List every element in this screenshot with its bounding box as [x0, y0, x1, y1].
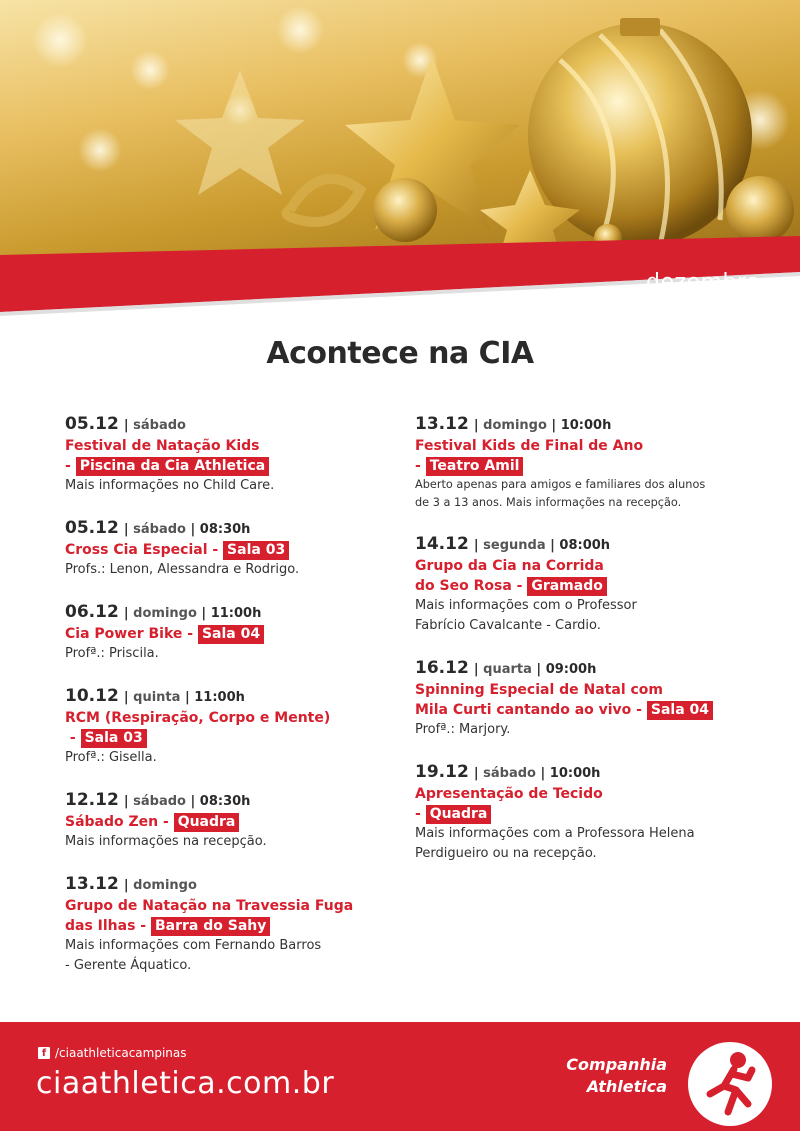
brand-name-line2: Athletica [586, 1077, 667, 1096]
event-title: Grupo de Natação na Travessia Fuga [65, 898, 354, 914]
event-weekday: domingo [483, 418, 547, 433]
separator: | [545, 538, 560, 553]
footer [0, 1022, 800, 1131]
event-description: - Gerente Áquatico. [65, 958, 192, 973]
event-title: Spinning Especial de Natal com [415, 682, 664, 698]
location-prefix: - [415, 458, 426, 474]
event-header [65, 602, 395, 624]
event-header [415, 534, 745, 556]
location-badge: Sala 04 [198, 625, 264, 644]
event-weekday: segunda [483, 538, 546, 553]
event-weekday: domingo [133, 878, 197, 893]
separator: | [473, 766, 484, 781]
event-title-line [65, 812, 395, 832]
event-title: Festival de Natação Kids [65, 438, 260, 454]
event-weekday: sábado [133, 794, 186, 809]
event-header [415, 658, 745, 680]
event-date: 05.12 [65, 518, 119, 538]
event-date: 10.12 [65, 686, 119, 706]
separator: | [123, 690, 134, 705]
event-date: 19.12 [415, 762, 469, 782]
event-weekday: domingo [133, 606, 197, 621]
location-badge: Quadra [174, 813, 240, 832]
event-date: 13.12 [415, 414, 469, 434]
event-header [65, 790, 395, 812]
event-title: Apresentação de Tecido [415, 786, 603, 802]
event-time: 08:30h [199, 794, 251, 809]
brand-name [566, 1054, 667, 1098]
event-header [65, 686, 395, 708]
event-description: Mais informações no Child Care. [65, 478, 275, 493]
event-description: Perdigueiro ou na recepção. [415, 846, 597, 861]
separator: | [123, 606, 134, 621]
event-title-cont: do Seo Rosa - [415, 578, 528, 594]
event-weekday: sábado [133, 522, 186, 537]
event-time: 10:00h [549, 766, 601, 781]
location-badge: Sala 03 [81, 729, 147, 748]
events-column-right [415, 414, 745, 886]
event-title-cont: das Ilhas - [65, 918, 151, 934]
event-description: Mais informações com Fernando Barros [65, 938, 322, 953]
event-title: Cia Power Bike - [65, 626, 198, 642]
event-title: RCM (Respiração, Corpo e Mente) [65, 710, 331, 726]
event-time: 08:00h [559, 538, 611, 553]
month-label: dezembro [646, 270, 760, 295]
event-item [65, 686, 395, 768]
event-date: 12.12 [65, 790, 119, 810]
event-location-line [65, 456, 395, 476]
location-badge: Sala 03 [223, 541, 289, 560]
separator: | [535, 766, 550, 781]
event-title-line [415, 576, 745, 596]
page-title: Acontece na CIA [266, 336, 534, 371]
brand-name-line1: Companhia [566, 1055, 667, 1074]
event-title: Cross Cia Especial - [65, 542, 224, 558]
event-title-cont: Mila Curti cantando ao vivo - [415, 702, 647, 718]
event-item [415, 658, 745, 740]
event-header [415, 414, 745, 436]
separator: | [473, 538, 484, 553]
event-header [65, 518, 395, 540]
event-description: Aberto apenas para amigos e familiares dos alunos [415, 478, 706, 491]
event-location-line [415, 804, 745, 824]
event-weekday: sábado [483, 766, 536, 781]
location-badge: Piscina da Cia Athletica [76, 457, 270, 476]
event-title-line [415, 700, 745, 720]
event-weekday: sábado [133, 418, 186, 433]
event-item [65, 874, 395, 976]
location-badge: Teatro Amil [426, 457, 524, 476]
event-title: Grupo da Cia na Corrida [415, 558, 604, 574]
event-location-line [65, 728, 395, 748]
separator: | [531, 662, 546, 677]
event-date: 13.12 [65, 874, 119, 894]
event-date: 05.12 [65, 414, 119, 434]
event-header [65, 874, 395, 896]
event-description: Profª.: Marjory. [415, 722, 511, 737]
separator: | [123, 522, 134, 537]
event-description: Mais informações com o Professor [415, 598, 637, 613]
website-link[interactable]: ciaathletica.com.br [36, 1066, 335, 1101]
separator: | [185, 794, 200, 809]
separator: | [196, 606, 211, 621]
event-item [65, 602, 395, 664]
event-weekday: quinta [133, 690, 181, 705]
location-prefix: - [415, 806, 426, 822]
event-title: Festival Kids de Final de Ano [415, 438, 644, 454]
separator: | [473, 418, 484, 433]
event-location-line [415, 456, 745, 476]
event-item [65, 414, 395, 496]
event-time: 08:30h [199, 522, 251, 537]
events-column-left [65, 414, 395, 998]
separator: | [123, 878, 134, 893]
runner-figure-icon [688, 1042, 772, 1126]
event-title-line [65, 624, 395, 644]
runner-logo-icon [688, 1042, 772, 1126]
event-description: Fabrício Cavalcante - Cardio. [415, 618, 601, 633]
event-description: Profs.: Lenon, Alessandra e Rodrigo. [65, 562, 300, 577]
event-date: 14.12 [415, 534, 469, 554]
runner-head [730, 1052, 746, 1068]
separator: | [546, 418, 561, 433]
brand-logo-block [532, 1040, 772, 1120]
facebook-icon: f [38, 1047, 50, 1059]
location-badge: Sala 04 [647, 701, 713, 720]
runner-body [710, 1069, 752, 1112]
event-item [415, 762, 745, 864]
event-title: Sábado Zen - [65, 814, 174, 830]
event-header [415, 762, 745, 784]
event-time: 09:00h [545, 662, 597, 677]
event-weekday: quarta [483, 662, 532, 677]
location-prefix: - [65, 730, 81, 746]
event-description: Mais informações na recepção. [65, 834, 267, 849]
location-badge: Barra do Sahy [151, 917, 270, 936]
event-date: 16.12 [415, 658, 469, 678]
event-item [415, 414, 745, 512]
location-badge: Quadra [426, 805, 492, 824]
separator: | [473, 662, 484, 677]
facebook-link[interactable] [38, 1046, 187, 1060]
separator: | [123, 418, 134, 433]
event-time: 10:00h [560, 418, 612, 433]
facebook-handle: /ciaathleticacampinas [55, 1046, 187, 1060]
event-time: 11:00h [210, 606, 262, 621]
event-title-line [65, 540, 395, 560]
event-item [65, 790, 395, 852]
event-description: Profª.: Gisella. [65, 750, 157, 765]
event-description: de 3 a 13 anos. Mais informações na recepção. [415, 496, 682, 509]
event-date: 06.12 [65, 602, 119, 622]
separator: | [185, 522, 200, 537]
event-description: Profª.: Priscila. [65, 646, 159, 661]
hero-banner [0, 0, 800, 330]
separator: | [180, 690, 195, 705]
separator: | [123, 794, 134, 809]
location-badge: Gramado [527, 577, 607, 596]
event-item [65, 518, 395, 580]
event-time: 11:00h [194, 690, 245, 705]
event-item [415, 534, 745, 636]
event-title-line [65, 916, 395, 936]
location-prefix: - [65, 458, 76, 474]
event-header [65, 414, 395, 436]
event-description: Mais informações com a Professora Helena [415, 826, 695, 841]
